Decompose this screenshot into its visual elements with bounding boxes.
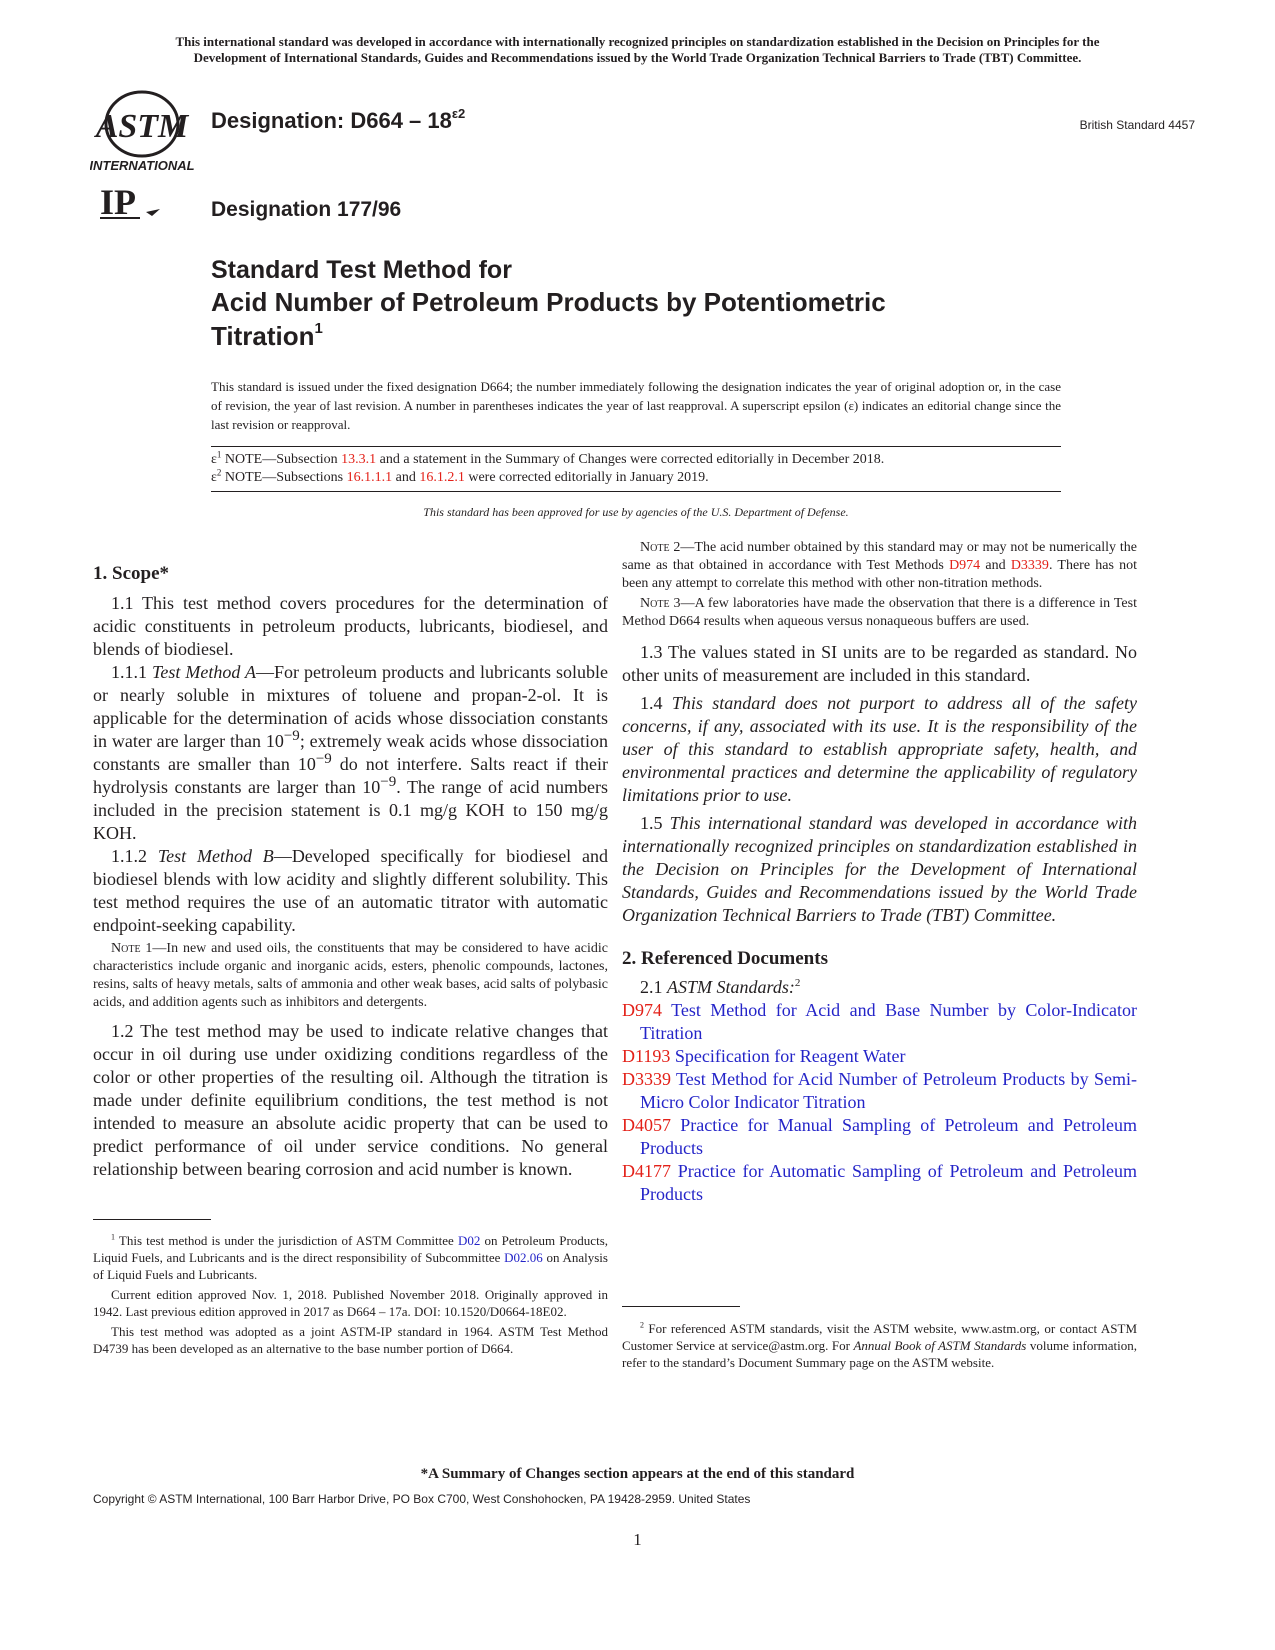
para-num: 2.1 [640,977,667,997]
footnote-text: volume information, refer to the standard’s Document Summary page on the ASTM website. [622,1338,1138,1370]
document-title [211,255,1111,353]
reference-list [622,999,1137,1206]
left-column [93,562,608,1181]
footnote-rule-right [622,1306,740,1307]
paragraph-1-1-1 [93,661,608,845]
reference-item-d4177 [622,1160,1137,1206]
footnote-2 [622,1320,1137,1371]
test-method-b-label: Test Method B [157,846,274,866]
note-text: —The acid number obtained by this standard may or may not be numerically the same as that obtained in accordance with Test Methods [622,540,1137,573]
designation [211,108,465,134]
footnote-text: on Petroleum Products, Liquid Fuels, and Lubricants and is the direct responsibility of Subcommittee [93,1233,608,1265]
editorial-note-text: and [392,470,420,485]
note-label: Note 1 [111,941,153,956]
epsilon-mark: ε [211,452,217,467]
reference-item-d3339 [622,1068,1137,1114]
footnote-text: For referenced ASTM standards, visit the ASTM website, www.astm.org, or contact ASTM Customer Service at service@astm.org. For [622,1321,1137,1353]
note-label: Note 3 [640,596,681,611]
note-1 [93,940,608,1012]
paragraph-1-5 [622,812,1137,927]
title-line1: Standard Test Method for [211,256,512,284]
designation-epsilon: ε2 [451,106,466,121]
reference-code-link[interactable]: D4057 [622,1115,671,1135]
editorial-note-1 [211,451,1061,469]
astm-logo [90,88,202,178]
reference-code-link[interactable]: D974 [622,1000,662,1020]
reference-item-d974 [622,999,1137,1045]
reference-title-link[interactable]: Test Method for Acid Number of Petroleum Products by Semi-Micro Color Indicator Titration [640,1069,1137,1112]
right-column [622,539,1137,1206]
reference-code-link[interactable]: D3339 [622,1069,671,1089]
para-text: do not interfere. Salts react if their hydrolysis constants are larger than 10 [93,754,609,797]
para-num: 1.1.1 [111,662,153,682]
paragraph-1-1: 1.1 This test method covers procedures for the determination of acidic constituents in petroleum products, lubricants, biodiesel, and blends of biodiesel. [93,593,608,659]
reference-code-link[interactable]: D4177 [622,1161,671,1181]
test-method-a-label: Test Method A [152,662,257,682]
footnote-1 [93,1232,608,1283]
ip-logo-text: IP [100,182,136,222]
footnotes-left [93,1232,608,1357]
reference-item-d4057 [622,1114,1137,1160]
note-2 [622,539,1137,593]
section-heading-scope: 1. Scope* [93,563,169,584]
exponent: −9 [283,728,300,744]
editorial-notes [211,451,1061,487]
title-footnote-mark: 1 [314,320,323,337]
footnote-mark: 2 [640,1320,644,1330]
link-subcommittee-d02-06[interactable]: D02.06 [504,1250,543,1265]
top-notice [80,34,1195,66]
editorial-note-2 [211,469,1061,487]
astm-logo-subtext: INTERNATIONAL [90,158,195,173]
dod-approval: This standard has been approved for use by agencies of the U.S. Department of Defense. [423,505,849,519]
designation-ip: Designation 177/96 [211,198,402,221]
para-italic-text: This international standard was developed in accordance with internationally recognized principles on standardization established in the Decision on Principles for the Development of International Standards, Guides and Recommendations issued by the World Trade Organization Technical Barriers to Trade (TBT) Committee. [622,813,1137,925]
footnote-1-adoption: This test method was adopted as a joint ASTM-IP standard in 1964. ASTM Test Method D4739 has been developed as an alternative to the base number portion of D664. [93,1324,608,1356]
astm-standards-subheading [622,976,1137,999]
issued-statement: This standard is issued under the fixed designation D664; the number immediately following the designation indicates the year of original adoption or, in the case of revision, the year of last revision. A number in parentheses indicates the year of last reapproval. A superscript epsilon (ε) indicates an editorial change since the last revision or reapproval. [211,379,1061,432]
para-text: —For petroleum products and lubricants soluble or nearly soluble in mixtures of toluene and propan-2-ol. It is applicable for the determination of acids whose dissociation constants in water are larger than 10 [93,662,609,751]
designation-text: Designation: D664 – 18 [211,108,452,133]
link-16-1-2-1[interactable]: 16.1.2.1 [419,470,465,485]
footnote-text: This test method is under the jurisdiction of ASTM Committee [115,1233,458,1248]
epsilon-sup: 2 [216,467,222,478]
footnote-text: on Analysis of Liquid Fuels and Lubricants. [93,1250,608,1282]
ip-logo-icon [96,182,176,224]
editorial-note-text: were corrected editorially in January 2019. [464,470,709,485]
note-label: Note 2 [640,540,681,555]
astm-logo-text: ASTM [95,108,189,145]
editorial-rule-top [211,446,1061,447]
footnote-mark: 2 [794,977,801,989]
note-text: and [980,558,1011,573]
footnotes-right [622,1320,1137,1371]
link-16-1-1-1[interactable]: 16.1.1.1 [346,470,393,485]
paragraph-1-2: 1.2 The test method may be used to indicate relative changes that occur in oil during use under oxidizing conditions regardless of the color or other properties of the resulting oil. Although the titration is made under definite equilibrium conditions, the test method is not intended to measure an absolute acidic property that can be used to predict performance of oil under service conditions. No general relationship between bearing corrosion and acid number is known. [93,1021,608,1179]
footnote-mark: 1 [111,1232,115,1242]
copyright: Copyright © ASTM International, 100 Barr Harbor Drive, PO Box C700, West Conshohocken, PA 19428-2959. United States [93,1492,751,1506]
british-standard: British Standard 4457 [1079,118,1195,132]
epsilon-sup: 1 [216,449,222,460]
paragraph-1-1-2 [93,845,608,937]
link-d3339-note[interactable]: D3339 [1010,558,1049,573]
note-text: . There has not been any attempt to correlate this method with other non-titration methods. [622,558,1137,591]
title-line3 [211,319,1111,353]
link-committee-d02[interactable]: D02 [457,1233,481,1248]
summary-of-changes-notice: *A Summary of Changes section appears at the end of this standard [420,1466,855,1482]
astm-standards-label: ASTM Standards: [667,977,795,997]
editorial-rule-bottom [211,491,1061,492]
para-text: . The range of acid numbers included in the precision statement is 0.1 mg/g KOH to 150 mg/g KOH. [93,777,608,843]
section-heading-referenced-documents: 2. Referenced Documents [622,948,828,969]
exponent: −9 [380,774,397,790]
note-text: —A few laboratories have made the observation that there is a difference in Test Method D664 results when aqueous versus nonaqueous buffers are used. [622,596,1137,629]
para-num: 1.5 [640,813,670,833]
editorial-note-text: NOTE—Subsections [221,470,347,485]
epsilon-mark: ε [211,470,217,485]
reference-item-d1193 [622,1045,1137,1068]
ip-logo [96,182,176,224]
editorial-note-text: and a statement in the Summary of Changes were corrected editorially in December 2018. [376,452,885,467]
note-3 [622,595,1137,631]
page-number: 1 [633,1530,642,1549]
reference-title-link[interactable]: Practice for Automatic Sampling of Petroleum and Petroleum Products [640,1161,1137,1204]
footnote-rule-left [93,1219,211,1220]
top-notice-line2: Development of International Standards, Guides and Recommendations issued by the World Trade Organization Technical Barriers to Trade (TBT) Committee. [193,50,1082,65]
title-line3-text: Titration [211,321,315,351]
para-text: —Developed specifically for biodiesel and biodiesel blends with low acidity and slightly different solubility. This test method requires the use of an automatic titrator with automatic endpoint-seeking capability. [93,846,608,935]
para-italic-text: This standard does not purport to address all of the safety concerns, if any, associated with its use. It is the responsibility of the user of this standard to establish appropriate safety, health, and environmental practices and determine the applicability of regulatory limitations prior to use. [622,693,1138,805]
para-num: 1.4 [640,693,672,713]
title-line2: Acid Number of Petroleum Products by Potentiometric [211,287,886,317]
editorial-note-text: NOTE—Subsection [221,452,342,467]
top-notice-line1: This international standard was developed in accordance with internationally recognized principles on standardization established in the Decision on Principles for the [175,34,1100,49]
annual-book-title: Annual Book of ASTM Standards [853,1338,1027,1353]
para-num: 1.1.2 [111,846,158,866]
reference-title-link[interactable]: Test Method for Acid and Base Number by Color-Indicator Titration [640,1000,1137,1043]
reference-title-link[interactable]: Practice for Manual Sampling of Petroleum and Petroleum Products [640,1115,1137,1158]
paragraph-1-4 [622,692,1137,807]
astm-logo-icon [90,88,202,178]
note-text: —In new and used oils, the constituents that may be considered to have acidic characteristics include organic and inorganic acids, esters, phenolic compounds, lactones, resins, salts of heavy metals, salts of ammonia and other weak bases, acid salts of polybasic acids, and addition agents such as inhibitors and detergents. [93,941,608,1010]
link-13-3-1[interactable]: 13.3.1 [341,452,377,467]
paragraph-1-3: 1.3 The values stated in SI units are to be regarded as standard. No other units of measurement are included in this standard. [622,642,1137,685]
link-d974-note[interactable]: D974 [949,558,981,573]
reference-title-link[interactable]: Specification for Reagent Water [670,1046,906,1066]
reference-code-link[interactable]: D1193 [622,1046,671,1066]
exponent: −9 [315,751,332,767]
footnote-1-edition: Current edition approved Nov. 1, 2018. Published November 2018. Originally approved in 1942. Last previous edition approved in 2017 as D664 – 17a. DOI: 10.1520/D0664-18E02. [93,1287,608,1319]
para-text: ; extremely weak acids whose dissociation constants are smaller than 10 [93,731,608,774]
